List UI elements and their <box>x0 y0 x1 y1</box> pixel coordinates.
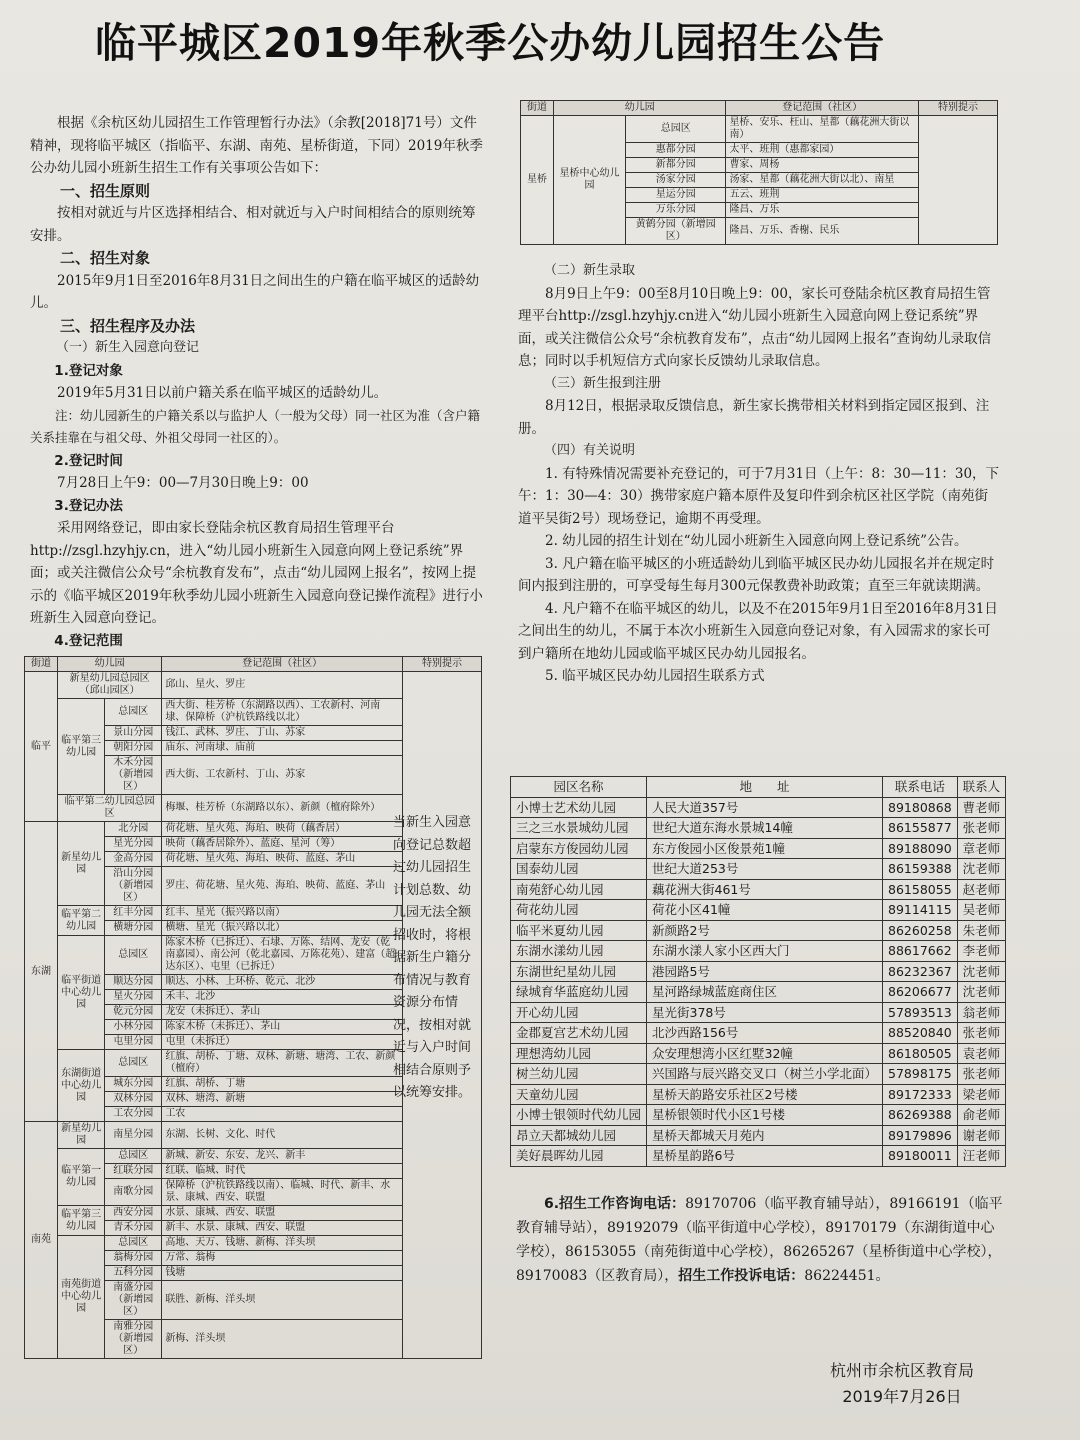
contact-name: 临平米夏幼儿园 <box>511 920 647 941</box>
contact-tel: 88520840 <box>883 1023 958 1044</box>
xingqiao-scope-table <box>520 100 998 245</box>
contact-tel: 89180868 <box>883 797 958 818</box>
signature-org: 杭州市余杭区教育局 <box>830 1361 975 1380</box>
contact-tel: 86260258 <box>883 920 958 941</box>
private-kindergarten-contact-table <box>510 776 1006 1167</box>
branch-cell: 乾元分园 <box>105 1005 162 1020</box>
scope-cell: 曹家、周杨 <box>726 158 919 173</box>
scope-cell: 龙安（未拆迁）、茅山 <box>162 1005 403 1020</box>
contact-name: 小博士艺术幼儿园 <box>511 797 647 818</box>
section-1-text: 按相对就近与片区选择相结合、相对就近与入户时间相结合的原则统筹安排。 <box>30 205 476 244</box>
enrollment-text: 8月12日，根据录取反馈信息，新生家长携带相关材料到指定园区报到、注册。 <box>518 398 990 437</box>
branch-cell: 顺达分园 <box>105 975 162 990</box>
branch-cell: 城东分园 <box>105 1077 162 1092</box>
registration-target-text: 2019年5月31日以前户籍关系在临平城区的适龄幼儿。 <box>57 385 388 401</box>
table-row <box>511 1023 1006 1044</box>
kindergarten-cell: 新星幼儿园 <box>58 822 105 906</box>
contact-person: 汪老师 <box>957 1146 1006 1167</box>
branch-cell: 青禾分园 <box>105 1221 162 1236</box>
contact-address: 兴国路与辰兴路交叉口（树兰小学北面） <box>647 1064 883 1085</box>
contact-name: 三之三水景城幼儿园 <box>511 818 647 839</box>
branch-cell: 总园区 <box>105 699 162 726</box>
contact-person: 章老师 <box>957 838 1006 859</box>
scope-cell: 双林、塘湾、新塘 <box>162 1092 403 1107</box>
branch-cell: 翁梅分园 <box>105 1251 162 1266</box>
scope-cell: 新丰、水景、康城、西安、联盟 <box>162 1221 403 1236</box>
branch-cell: 南星分园 <box>105 1122 162 1149</box>
contact-tel: 89179896 <box>883 1125 958 1146</box>
admission-text: 8月9日上午9：00至8月10日晚上9：00，家长可登陆余杭区教育局招生管理平台http://zsgl.hzyhjy.cn进入“幼儿园小班新生入园意向网上登记系统”界面，或关注微信公众号“余杭教育发布”，点击“幼儿园网上报名”查询幼儿录取信息；同时以手机短信方式向家长反馈幼儿录取信息。 <box>518 285 992 369</box>
contact-person: 李老师 <box>957 941 1006 962</box>
left-column <box>30 112 488 652</box>
scope-cell: 西大街、工农新村、丁山、苏家 <box>162 756 403 795</box>
table-row <box>511 941 1006 962</box>
kindergarten-cell: 新星幼儿园 <box>58 1122 105 1149</box>
table-row <box>511 1002 1006 1023</box>
enrollment-heading: （三）新生报到注册 <box>544 375 662 391</box>
branch-cell: 总园区 <box>626 116 726 143</box>
contact-tel: 89114115 <box>883 900 958 921</box>
scope-cell: 汤家、星都（藕花洲大街以北）、南星 <box>726 173 919 188</box>
contact-person: 袁老师 <box>957 1043 1006 1064</box>
col-scope: 登记范围（社区） <box>162 657 403 672</box>
scope-cell: 荷花塘、星火苑、海珀、映荷、蓝庭、茅山 <box>162 852 403 867</box>
contact-tel: 89172333 <box>883 1084 958 1105</box>
table-row <box>511 838 1006 859</box>
complaint-phone: 86224451。 <box>804 1268 890 1284</box>
contact-name: 小博士银领时代幼儿园 <box>511 1105 647 1126</box>
branch-cell: 万乐分园 <box>626 203 726 218</box>
contact-person: 吴老师 <box>957 900 1006 921</box>
registration-time-text: 7月28日上午9：00—7月30日晚上9：00 <box>57 475 309 491</box>
scope-cell: 陈家木桥（已拆迁）、石埭、万陈、结网、龙安（乾南嘉园）、南公河（乾北嘉园、万陈花苑）、建富（超达东区）、屯里（已拆迁） <box>162 936 403 975</box>
registration-target-title: 1.登记对象 <box>54 362 123 379</box>
admission-heading: （二）新生录取 <box>544 263 636 278</box>
contact-name: 荷花幼儿园 <box>511 900 647 921</box>
notes-item-3: 3. 凡户籍在临平城区的小班适龄幼儿到临平城区民办幼儿园报名并在规定时间内报到注册的，可享受每生每月300元保教费补助政策；直至三年就读期满。 <box>518 555 995 594</box>
branch-cell: 南盛分园（新增园区） <box>105 1281 162 1320</box>
branch-cell: 金高分园 <box>105 852 162 867</box>
col-kindergarten: 幼儿园 <box>58 657 162 672</box>
scope-cell: 红旗、胡桥、丁塘、双林、新塘、塘湾、工农、新颜（檀府） <box>162 1050 403 1077</box>
contact-tel: 86232367 <box>883 961 958 982</box>
contact-tel: 86269388 <box>883 1105 958 1126</box>
branch-cell: 新都分园 <box>626 158 726 173</box>
scope-special-note: 当新生入园意向登记总数超过幼儿园招生计划总数、幼儿园无法全额招收时，将根据新生户籍分布情况与教育资源分布情况，按相对就近与入户时间相结合原则予以统筹安排。 <box>393 815 472 1100</box>
scope-cell: 新梅、洋头坝 <box>162 1320 403 1359</box>
scope-cell: 水景、康城、西安、联盟 <box>162 1206 403 1221</box>
table-row <box>511 879 1006 900</box>
contact-address: 众安理想湾小区红墅32幢 <box>647 1043 883 1064</box>
signature <box>830 1358 974 1410</box>
contact-address: 星桥天韵路安乐社区2号楼 <box>647 1084 883 1105</box>
contact-name: 南苑舒心幼儿园 <box>511 879 647 900</box>
xq-col-street: 街道 <box>521 101 554 116</box>
table-row <box>511 982 1006 1003</box>
scope-cell: 横塘、星光（振兴路以北） <box>162 921 403 936</box>
scope-cell: 钱塘 <box>162 1266 403 1281</box>
xq-col-tip: 特别提示 <box>919 101 998 116</box>
scope-cell: 庙东、河南埭、庙前 <box>162 741 403 756</box>
kindergarten-cell: 星桥中心幼儿园 <box>554 116 626 245</box>
kindergarten-cell: 临平第二幼儿园总园区 <box>58 795 162 822</box>
section-1-heading: 一、招生原则 <box>60 181 151 200</box>
kindergarten-cell: 东湖街道中心幼儿园 <box>58 1050 105 1122</box>
scope-cell: 东湖、长树、文化、时代 <box>162 1122 403 1149</box>
kindergarten-cell: 临平第一幼儿园 <box>58 1149 105 1206</box>
registration-method-text: 采用网络登记，即由家长登陆余杭区教育局招生管理平台 http://zsgl.hzyhjy.cn，进入“幼儿园小班新生入园意向网上登记系统”界面；或关注微信公众号“余杭教育发布”，点击“幼儿园网上报名”，按网上提示的《临平城区2019年秋季幼儿园小班新生入园意向登记操作流程》进行小班新生入园意向登记。 <box>30 520 483 626</box>
branch-cell: 星光分园 <box>105 837 162 852</box>
table-row <box>511 797 1006 818</box>
contact-tel: 57893513 <box>883 1002 958 1023</box>
street-cell: 临平 <box>25 672 58 822</box>
xq-col-scope: 登记范围（社区） <box>726 101 919 116</box>
contact-tel: 86180505 <box>883 1043 958 1064</box>
contact-address: 星桥银领时代小区1号楼 <box>647 1105 883 1126</box>
scope-cell: 红联、临城、时代 <box>162 1164 403 1179</box>
col-street: 街道 <box>25 657 58 672</box>
consult-section <box>516 1192 1004 1288</box>
street-cell: 南苑 <box>25 1122 58 1359</box>
contact-address: 港园路5号 <box>647 961 883 982</box>
contact-name: 天童幼儿园 <box>511 1084 647 1105</box>
scope-cell: 梅堰、桂芳桥（东湖路以东）、新颜（檀府除外） <box>162 795 403 822</box>
contact-person: 谢老师 <box>957 1125 1006 1146</box>
notes-item-4: 4. 凡户籍不在临平城区的幼儿，以及不在2015年9月1日至2016年8月31日之间出生的幼儿，不属于本次小班新生入园意向登记对象，有入园需求的家长可到户籍所在地幼儿园或临平城区民办幼儿园报名。 <box>518 600 998 662</box>
branch-cell: 红丰分园 <box>105 906 162 921</box>
contact-name: 东湖世纪星幼儿园 <box>511 961 647 982</box>
consult-phones: 89170706（临平教育辅导站），89166191（临平教育辅导站），89192079（临平街道中心学校），89170179（东湖街道中心学校），86153055（南苑街道中心学校），86265267（星桥街道中心学校），89170083（区教育局）， <box>516 1196 1003 1284</box>
contact-person: 赵老师 <box>957 879 1006 900</box>
contact-person: 张老师 <box>957 1023 1006 1044</box>
scope-cell: 钱江、武林、罗庄、丁山、苏家 <box>162 726 403 741</box>
scope-cell: 映荷（藕香居除外）、蓝庭、星河（筹） <box>162 837 403 852</box>
intro-paragraph: 根据《余杭区幼儿园招生工作管理暂行办法》（余教[2018]71号）文件精神，现将临平城区（指临平、东湖、南苑、星桥街道，下同）2019年秋季公办幼儿园小班新生招生工作有关事项公告如下： <box>30 115 483 176</box>
section-3-heading: 三、招生程序及办法 <box>60 316 196 335</box>
branch-cell: 朝阳分园 <box>105 741 162 756</box>
branch-cell: 景山分园 <box>105 726 162 741</box>
contact-tel: 89180011 <box>883 1146 958 1167</box>
contact-address: 星河路绿城蓝庭商住区 <box>647 982 883 1003</box>
contact-col-tel: 联系电话 <box>883 777 958 798</box>
registration-scope-title: 4.登记范围 <box>54 632 123 649</box>
branch-cell: 黄鹤分园（新增园区） <box>626 218 726 245</box>
branch-cell: 星火分园 <box>105 990 162 1005</box>
branch-cell: 总园区 <box>105 1149 162 1164</box>
kindergarten-cell: 新星幼儿园总园区（邱山园区） <box>58 672 162 699</box>
branch-cell: 双林分园 <box>105 1092 162 1107</box>
contact-address: 藕花洲大街461号 <box>647 879 883 900</box>
contact-address: 荷花小区41幢 <box>647 900 883 921</box>
scope-cell: 保障桥（沪杭铁路线以南）、临城、时代、新丰、水景、康城、西安、联盟 <box>162 1179 403 1206</box>
contact-address: 星桥天都城天月苑内 <box>647 1125 883 1146</box>
scope-cell: 屯里（未拆迁） <box>162 1035 403 1050</box>
kindergarten-cell: 临平第三幼儿园 <box>58 1206 105 1236</box>
branch-cell: 南雅分园（新增园区） <box>105 1320 162 1359</box>
table-row <box>511 1105 1006 1126</box>
scope-cell: 红旗、胡桥、丁塘 <box>162 1077 403 1092</box>
contact-col-address: 地 址 <box>647 777 883 798</box>
contact-name: 绿城育华蓝庭幼儿园 <box>511 982 647 1003</box>
tip-cell <box>919 116 998 245</box>
contact-address: 新颜路2号 <box>647 920 883 941</box>
contact-person: 沈老师 <box>957 961 1006 982</box>
right-column <box>518 260 1000 688</box>
contact-name: 启蒙东方俊园幼儿园 <box>511 838 647 859</box>
scope-cell: 邱山、星火、罗庄 <box>162 672 403 699</box>
scope-cell: 星桥、安乐、枉山、星都（藕花洲大街以南） <box>726 116 919 143</box>
branch-cell: 五科分园 <box>105 1266 162 1281</box>
consult-label: 6.招生工作咨询电话： <box>544 1196 686 1212</box>
branch-cell: 星运分园 <box>626 188 726 203</box>
branch-cell: 沿山分园（新增园区） <box>105 867 162 906</box>
branch-cell: 总园区 <box>105 936 162 975</box>
table-row <box>511 961 1006 982</box>
contact-tel: 57898175 <box>883 1064 958 1085</box>
contact-name: 理想湾幼儿园 <box>511 1043 647 1064</box>
section-2-text: 2015年9月1日至2016年8月31日之间出生的户籍在临平城区的适龄幼儿。 <box>30 272 480 311</box>
section-2-heading: 二、招生对象 <box>60 249 151 267</box>
contact-address: 北沙西路156号 <box>647 1023 883 1044</box>
scope-cell: 五云、班荆 <box>726 188 919 203</box>
scope-cell: 罗庄、荷花塘、星火苑、海珀、映荷、蓝庭、茅山 <box>162 867 403 906</box>
contact-person: 曹老师 <box>957 797 1006 818</box>
complaint-label: 招生工作投诉电话： <box>678 1268 805 1284</box>
scope-cell: 工农 <box>162 1107 403 1122</box>
contact-person: 朱老师 <box>957 920 1006 941</box>
table-row <box>511 920 1006 941</box>
contact-name: 国泰幼儿园 <box>511 859 647 880</box>
registration-target-note: 注：幼儿园新生的户籍关系以与监护人（一般为父母）同一社区为准（含户籍关系挂靠在与祖父母、外祖父母同一社区的）。 <box>30 407 481 445</box>
notes-item-1: 1. 有特殊情况需要补充登记的，可于7月31日（上午：8：30—11：30，下午：1：30—4：30）携带家庭户籍本原件及复印件到余杭区社区学院（南苑街道平吴街2号）现场登记，逾期不再受理。 <box>518 465 1000 527</box>
contact-address: 东湖水漾人家小区西大门 <box>647 941 883 962</box>
registration-time-title: 2.登记时间 <box>54 452 123 469</box>
contact-address: 世纪大道东海水景城14幢 <box>647 818 883 839</box>
section-3-sub1: （一）新生入园意向登记 <box>56 340 200 355</box>
page-title: 临平城区2019年秋季公办幼儿园招生公告 <box>95 19 886 67</box>
street-cell: 东湖 <box>25 822 58 1122</box>
table-row <box>511 859 1006 880</box>
branch-cell: 汤家分园 <box>626 173 726 188</box>
notes-item-2: 2. 幼儿园的招生计划在“幼儿园小班新生入园意向网上登记系统”公告。 <box>545 533 968 549</box>
contact-person: 张老师 <box>957 1064 1006 1085</box>
contact-tel: 89188090 <box>883 838 958 859</box>
scope-cell: 禾丰、北沙 <box>162 990 403 1005</box>
table-row <box>511 1064 1006 1085</box>
kindergarten-cell: 临平第二幼儿园 <box>58 906 105 936</box>
table-row <box>511 1043 1006 1064</box>
contact-person: 张老师 <box>957 818 1006 839</box>
contact-name: 美好晨晖幼儿园 <box>511 1146 647 1167</box>
scope-cell: 顺达、小林、上环桥、乾元、北沙 <box>162 975 403 990</box>
table-row <box>521 116 998 143</box>
contact-col-person: 联系人 <box>957 777 1006 798</box>
table-row <box>511 1146 1006 1167</box>
table-row <box>511 1125 1006 1146</box>
scope-cell: 隆昌、万乐、香榭、民乐 <box>726 218 919 245</box>
contact-name: 开心幼儿园 <box>511 1002 647 1023</box>
contact-person: 俞老师 <box>957 1105 1006 1126</box>
branch-cell: 西安分园 <box>105 1206 162 1221</box>
table-row <box>511 1084 1006 1105</box>
contact-tel: 88617662 <box>883 941 958 962</box>
contact-person: 沈老师 <box>957 859 1006 880</box>
contact-name: 金郡夏宫艺术幼儿园 <box>511 1023 647 1044</box>
contact-person: 梁老师 <box>957 1084 1006 1105</box>
table-row <box>511 900 1006 921</box>
branch-cell: 南歌分园 <box>105 1179 162 1206</box>
contact-person: 翁老师 <box>957 1002 1006 1023</box>
contact-tel: 86206677 <box>883 982 958 1003</box>
col-tip: 特别提示 <box>403 657 482 672</box>
scope-cell: 高地、天万、钱塘、新梅、洋头坝 <box>162 1236 403 1251</box>
scope-cell: 红丰、星光（振兴路以南） <box>162 906 403 921</box>
branch-cell: 小林分园 <box>105 1020 162 1035</box>
branch-cell: 总园区 <box>105 1050 162 1077</box>
contact-address: 世纪大道253号 <box>647 859 883 880</box>
branch-cell: 横塘分园 <box>105 921 162 936</box>
scope-cell: 隆昌、万乐 <box>726 203 919 218</box>
branch-cell: 北分园 <box>105 822 162 837</box>
notes-item-5: 5. 临平城区民办幼儿园招生联系方式 <box>545 668 765 684</box>
contact-address: 东方俊园小区俊景苑1幢 <box>647 838 883 859</box>
kindergarten-cell: 南苑街道中心幼儿园 <box>58 1236 105 1359</box>
xq-col-kindergarten: 幼儿园 <box>554 101 726 116</box>
contact-address: 星光街378号 <box>647 1002 883 1023</box>
scope-cell: 联胜、新梅、洋头坝 <box>162 1281 403 1320</box>
contact-name: 树兰幼儿园 <box>511 1064 647 1085</box>
contact-name: 昂立天都城幼儿园 <box>511 1125 647 1146</box>
branch-cell: 惠都分园 <box>626 143 726 158</box>
contact-tel: 86158055 <box>883 879 958 900</box>
scope-cell: 荷花塘、星火苑、海珀、映荷（藕香居） <box>162 822 403 837</box>
notes-heading: （四）有关说明 <box>544 443 636 458</box>
scope-cell: 西大街、桂芳桥（东湖路以西）、工农新村、河南埭、保障桥（沪杭铁路线以北） <box>162 699 403 726</box>
scope-cell: 万常、翁梅 <box>162 1251 403 1266</box>
contact-address: 星桥星韵路6号 <box>647 1146 883 1167</box>
table-row <box>511 818 1006 839</box>
signature-date: 2019年7月26日 <box>842 1387 962 1406</box>
branch-cell: 红联分园 <box>105 1164 162 1179</box>
branch-cell: 总园区 <box>105 1236 162 1251</box>
street-cell: 星桥 <box>521 116 554 245</box>
contact-col-name: 园区名称 <box>511 777 647 798</box>
contact-name: 东湖水漾幼儿园 <box>511 941 647 962</box>
scope-cell: 新城、新安、东安、龙兴、新丰 <box>162 1149 403 1164</box>
contact-address: 人民大道357号 <box>647 797 883 818</box>
branch-cell: 屯里分园 <box>105 1035 162 1050</box>
kindergarten-cell: 临平第三幼儿园 <box>58 699 105 795</box>
registration-method-title: 3.登记办法 <box>54 497 123 514</box>
scope-cell: 太平、班荆（惠都家园） <box>726 143 919 158</box>
contact-person: 沈老师 <box>957 982 1006 1003</box>
table-row <box>25 672 482 699</box>
branch-cell: 木禾分园（新增园区） <box>105 756 162 795</box>
contact-tel: 86155877 <box>883 818 958 839</box>
kindergarten-cell: 临平街道中心幼儿园 <box>58 936 105 1050</box>
contact-tel: 86159388 <box>883 859 958 880</box>
branch-cell: 工农分园 <box>105 1107 162 1122</box>
scope-cell: 陈家木桥（未拆迁）、茅山 <box>162 1020 403 1035</box>
